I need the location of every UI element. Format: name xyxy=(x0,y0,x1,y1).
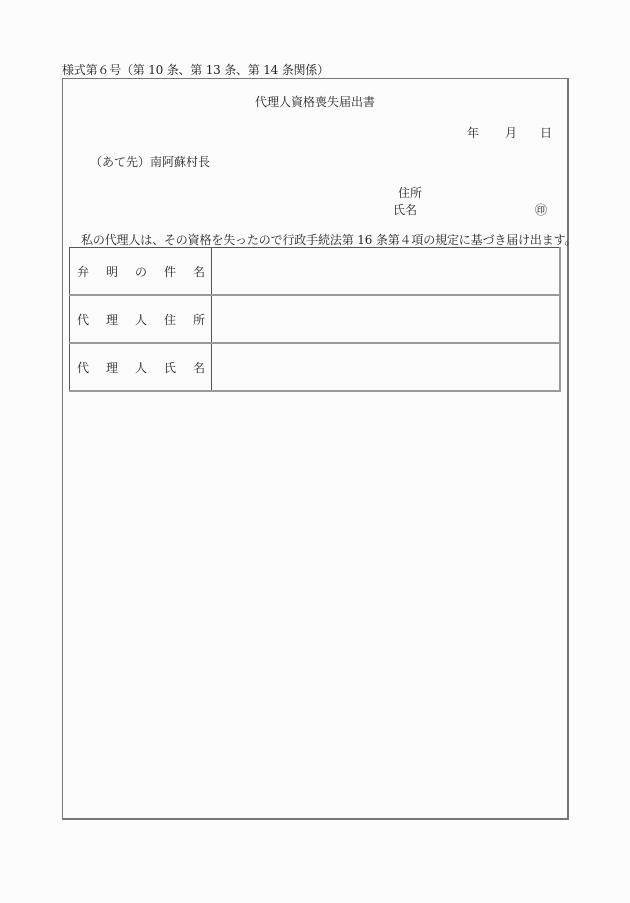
statement-text: 私の代理人は、その資格を失ったので行政手続法第 16 条第４項の規定に基づき届け出ます。 xyxy=(81,233,577,247)
date-day-label: 日 xyxy=(540,126,553,140)
agent-name-field[interactable] xyxy=(212,343,561,391)
row-label-case-name xyxy=(70,248,212,296)
label-char: 代 xyxy=(77,360,90,375)
label-char: 明 xyxy=(105,264,118,279)
case-name-field[interactable] xyxy=(212,248,561,296)
label-char: 名 xyxy=(192,264,205,279)
applicant-address-label: 住所 xyxy=(398,186,423,200)
applicant-name-label: 氏名 xyxy=(393,203,418,217)
addressee: （あて先）南阿蘇村長 xyxy=(90,155,211,169)
date-year-label: 年 xyxy=(467,126,480,140)
table-row xyxy=(70,295,561,343)
seal-icon: ㊞ xyxy=(535,203,548,217)
label-char: 人 xyxy=(134,360,147,375)
table-row xyxy=(70,248,561,296)
label-char: 人 xyxy=(134,312,147,327)
details-table xyxy=(69,247,561,392)
form-number: 様式第６号（第 10 条、第 13 条、第 14 条関係） xyxy=(62,63,329,77)
label-char: 弁 xyxy=(77,264,90,279)
date-month-label: 月 xyxy=(505,126,518,140)
label-char: 所 xyxy=(192,312,205,327)
agent-address-field[interactable] xyxy=(212,295,561,343)
row-label-agent-address xyxy=(70,295,212,343)
label-char: 理 xyxy=(105,360,118,375)
label-char: 代 xyxy=(77,312,90,327)
row-label-agent-name xyxy=(70,343,212,391)
label-char: 氏 xyxy=(163,360,176,375)
label-char: の xyxy=(134,264,147,279)
label-char: 住 xyxy=(163,312,176,327)
form-frame xyxy=(62,78,569,820)
label-char: 件 xyxy=(163,264,176,279)
label-char: 理 xyxy=(105,312,118,327)
document-title: 代理人資格喪失届出書 xyxy=(254,95,375,109)
table-row xyxy=(70,343,561,391)
label-char: 名 xyxy=(192,360,205,375)
